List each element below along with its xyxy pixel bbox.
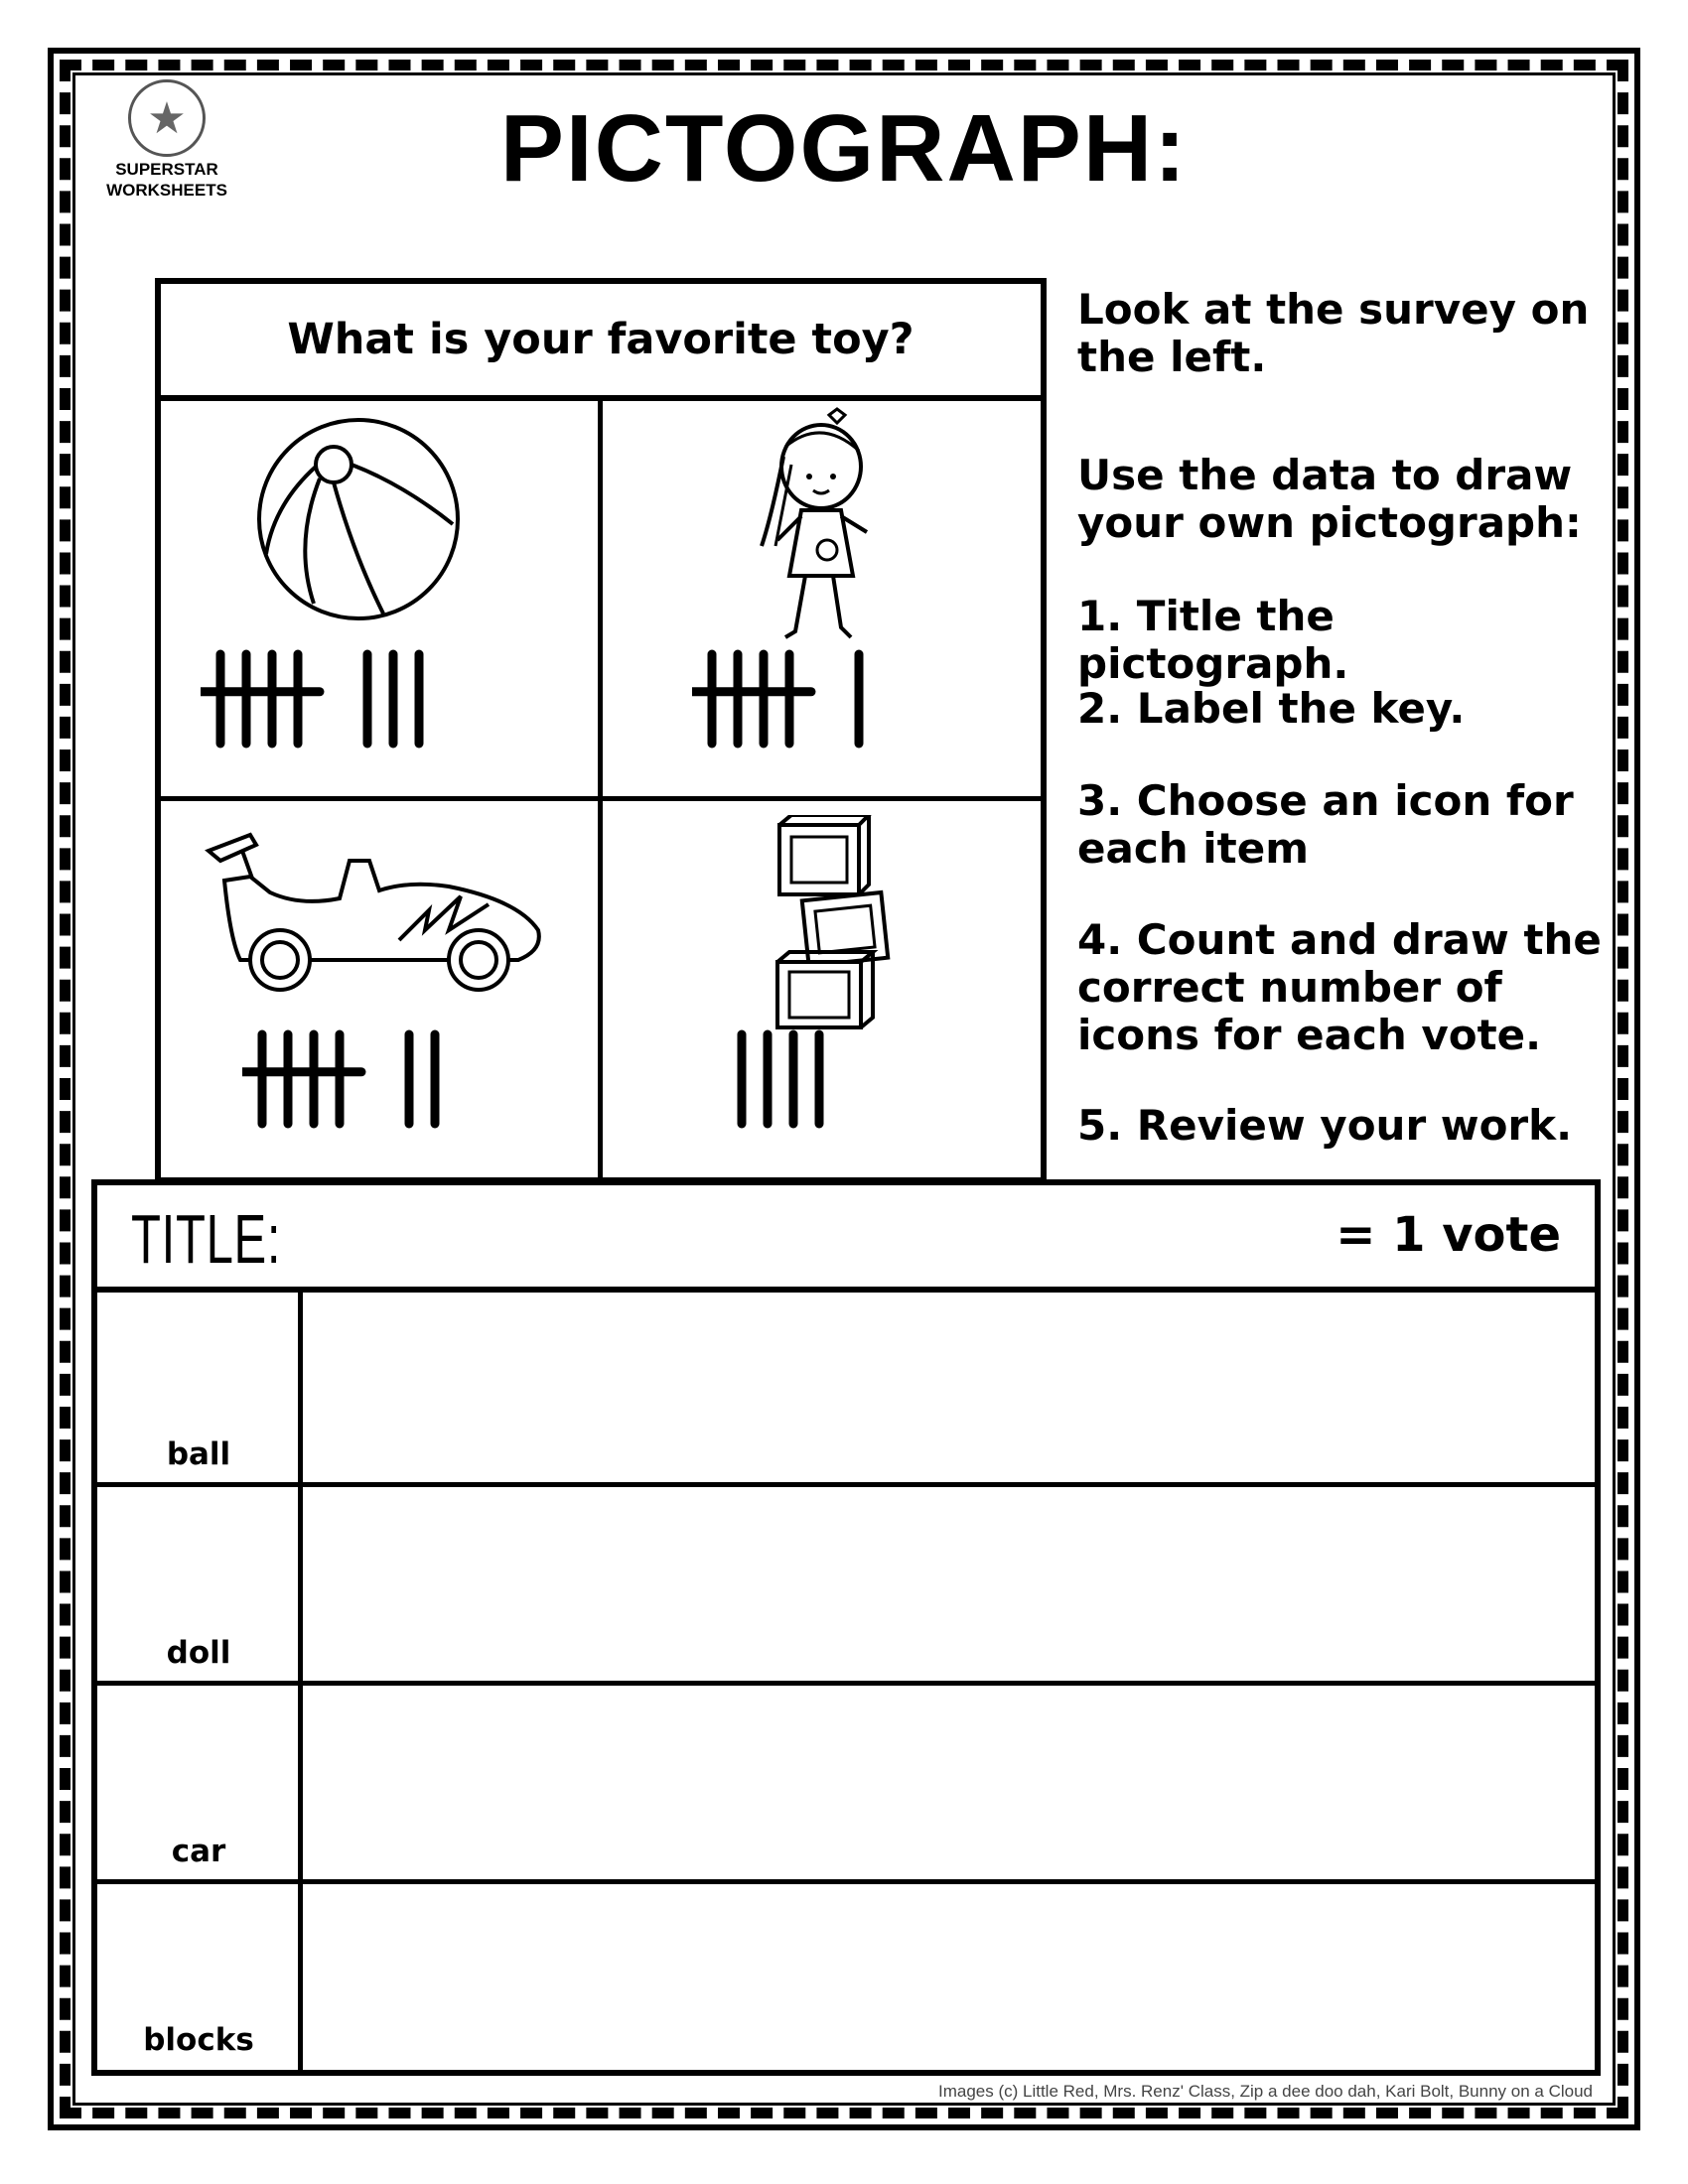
- race-car-icon: [201, 821, 548, 1000]
- row-label-doll: doll: [166, 1635, 231, 1671]
- tally-marks: [201, 644, 498, 753]
- survey-cell-blocks: [603, 801, 1041, 1183]
- tally-marks: [722, 1024, 1020, 1134]
- row-label-ball: ball: [166, 1436, 231, 1472]
- logo-line2: WORKSHEETS: [106, 181, 227, 200]
- survey-question: What is your favorite toy?: [161, 284, 1041, 401]
- pictograph-grid: [91, 1179, 1601, 2076]
- instruction-step-2: 2. Label the key.: [1077, 684, 1466, 733]
- survey-cell-ball: [161, 401, 598, 796]
- row-label-car: car: [171, 1834, 226, 1869]
- key-label: = 1 vote: [1336, 1207, 1561, 1263]
- star-icon: ★: [128, 79, 206, 157]
- instruction-step-1: 1. Title the pictograph.: [1077, 592, 1349, 688]
- instruction-lead: Use the data to draw your own pictograph:: [1077, 451, 1582, 547]
- row-label-blocks: blocks: [143, 2022, 254, 2058]
- logo-line1: SUPERSTAR: [115, 160, 218, 179]
- survey-cell-car: [161, 801, 598, 1183]
- survey-cell-doll: [603, 401, 1041, 796]
- pictograph-row-doll[interactable]: [303, 1487, 1595, 1681]
- image-credit: Images (c) Little Red, Mrs. Renz' Class, Zip a dee doo dah, Kari Bolt, Bunny on a Cloud: [937, 2082, 1593, 2101]
- toy-blocks-icon: [770, 815, 909, 1033]
- instruction-intro: Look at the survey on the left.: [1077, 285, 1590, 381]
- pictograph-row-ball[interactable]: [303, 1293, 1595, 1482]
- survey-table: [155, 278, 1047, 1183]
- doll-icon: [742, 407, 901, 645]
- beach-ball-icon: [254, 415, 463, 623]
- instruction-step-3: 3. Choose an icon for each item: [1077, 776, 1574, 873]
- instruction-step-5: 5. Review your work.: [1077, 1101, 1573, 1150]
- instruction-step-4: 4. Count and draw the correct number of icons for each vote.: [1077, 915, 1602, 1059]
- pictograph-header: [97, 1185, 1595, 1293]
- page-title: PICTOGRAPH:: [499, 95, 1189, 202]
- tally-marks: [692, 644, 990, 753]
- tally-marks: [242, 1024, 540, 1134]
- pictograph-row-car[interactable]: [303, 1686, 1595, 1879]
- pictograph-row-blocks[interactable]: [303, 1884, 1595, 2070]
- title-label: TITLE:: [131, 1200, 282, 1278]
